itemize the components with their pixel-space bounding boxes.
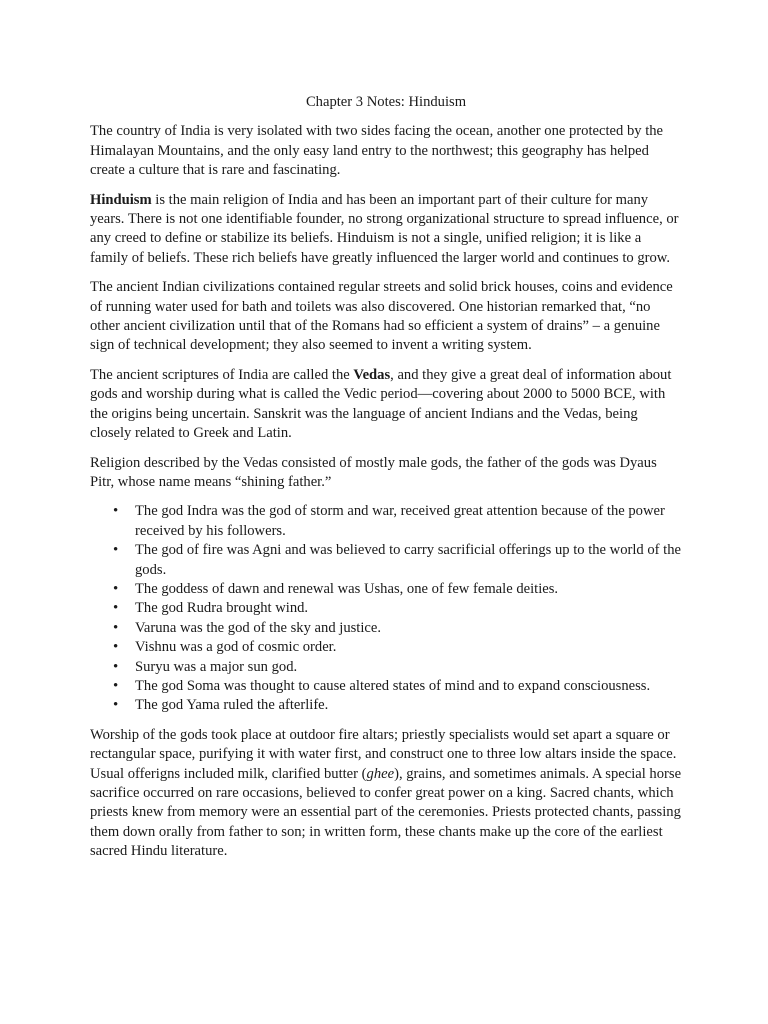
paragraph-vedas-text-after: , and they give a great deal of information about gods and worship during what is called the Vedic period—covering about 2000 to 5000 BCE, with the origins being uncertain. Sanskrit was the language of ancient Indians and the Vedas, being closely related to Greek and Latin.: [90, 366, 672, 442]
list-item: • The god Rudra brought wind.: [135, 599, 682, 618]
paragraph-worship: [90, 726, 682, 862]
list-item: • The goddess of dawn and renewal was Ushas, one of few female deities.: [135, 580, 682, 599]
paragraph-worship-text-after: ), grains, and sometimes animals. A special horse sacrifice occurred on rare occasions, believed to confer great power on a king. Sacred chants, which priests knew from memory were an essential part of the ceremonies. Priests protected chants, passing them down orally from father to son; in written form, these chants make up the core of the earliest sacred Hindu literature.: [90, 765, 682, 860]
paragraph-worship-text-before: Worship of the gods took place at outdoor fire altars; priestly specialists would set apart a square or rectangular space, purifying it with water first, and construct one to three low altars inside the space. Usual offerigns included milk, clarified butter (: [90, 726, 677, 782]
paragraph-geography: The country of India is very isolated with two sides facing the ocean, another one protected by the Himalayan Mountains, and the only easy land entry to the northwest; this geography has helped create a culture that is rare and fascinating.: [90, 123, 664, 179]
list-item: • The god Indra was the god of storm and war, received great attention because of the power received by his followers.: [135, 502, 682, 541]
list-item: • The god Yama ruled the afterlife.: [135, 696, 682, 715]
paragraph-vedas-text-before: The ancient scriptures of India are called the: [90, 366, 354, 383]
gods-list: [90, 502, 682, 715]
paragraph-civilizations: The ancient Indian civilizations contained regular streets and solid brick houses, coins and evidence of running water used for bath and toilets was also discovered. One historian remarked that, “no other ancient civilization until that of the Romans had so efficient a system of drains” – a genuine sign of technical development; they also seemed to invent a writing system.: [90, 279, 673, 354]
list-item: • Varuna was the god of the sky and justice.: [135, 619, 682, 638]
list-item: • Vishnu was a god of cosmic order.: [135, 638, 682, 657]
list-item: • The god of fire was Agni and was believed to carry sacrificial offerings up to the world of the gods.: [135, 541, 682, 580]
paragraph-vedas: [90, 366, 682, 444]
paragraph-hinduism: [90, 191, 682, 269]
paragraph-religion: Religion described by the Vedas consisted of mostly male gods, the father of the gods was Dyaus Pitr, whose name means “shining father.”: [90, 454, 657, 490]
term-ghee: ghee: [366, 765, 395, 782]
page-title: Chapter 3 Notes: Hinduism: [305, 94, 467, 110]
term-hinduism: Hinduism: [90, 191, 152, 208]
document-page: [90, 93, 682, 872]
list-item: • The god Soma was thought to cause altered states of mind and to expand consciousness.: [135, 677, 682, 696]
paragraph-hinduism-text: is the main religion of India and has been an important part of their culture for many years. There is not one identifiable founder, no strong organizational structure to spread influence, or any creed to define or stabilize its beliefs. Hinduism is not a single, unified religion; it is like a family of beliefs. These rich beliefs have greatly influenced the larger world and continues to grow.: [90, 191, 679, 266]
list-item: • Suryu was a major sun god.: [135, 658, 682, 677]
term-vedas: Vedas: [353, 366, 391, 383]
